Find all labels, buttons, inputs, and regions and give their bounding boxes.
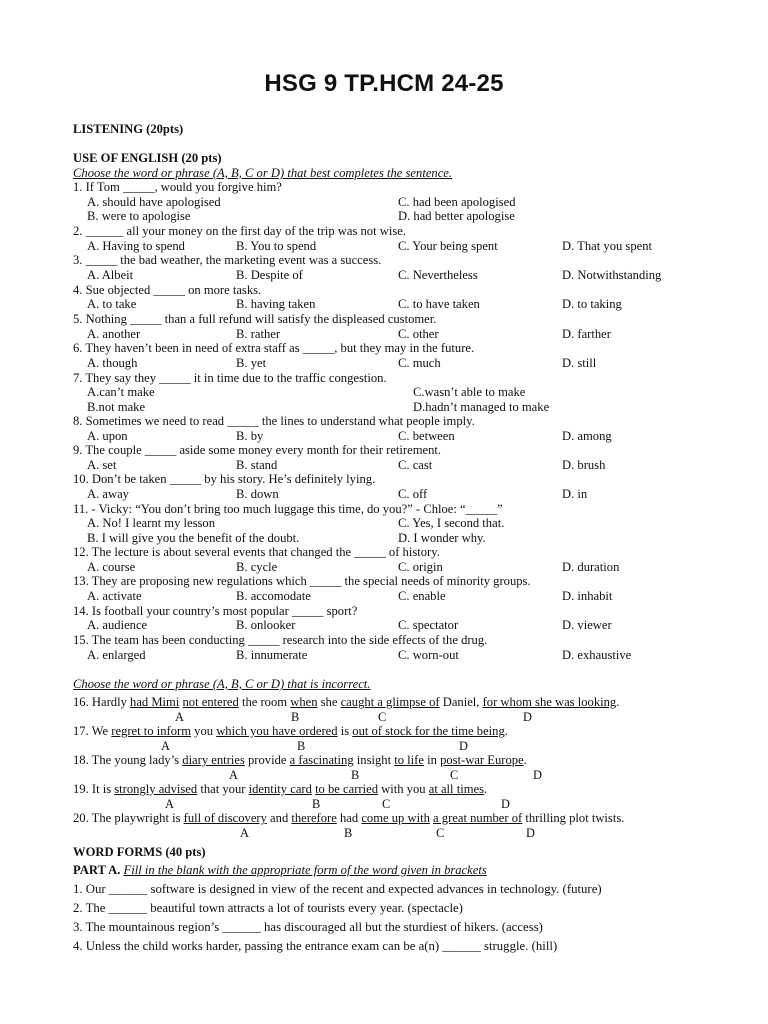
- letter-b: B: [312, 797, 321, 811]
- q13-option-d: D. inhabit: [562, 589, 613, 603]
- error-part-e: for whom she was looking: [482, 695, 617, 709]
- question-stem-5: 5. Nothing _____ than a full refund will satisfy the displeased customer.: [73, 312, 437, 326]
- q13-option-b: B. accomodate: [236, 589, 311, 603]
- q14-option-a: A. audience: [87, 618, 148, 632]
- word-form-item-2: 2. The ______ beautiful town attracts a lot of tourists every year. (spectacle): [73, 901, 463, 915]
- letter-b: B: [351, 768, 360, 782]
- q3-option-d: D. Notwithstanding: [562, 268, 662, 282]
- error-part-a: regret to inform: [111, 724, 192, 738]
- q6-option-b: B. yet: [236, 356, 267, 370]
- q14-option-d: D. viewer: [562, 618, 612, 632]
- q9-option-c: C. cast: [398, 458, 433, 472]
- error-sentence-18: 18. The young lady’s diary entries provide a fascinating insight to life in post-war Europe.: [73, 753, 527, 767]
- error-part-b: which you have ordered: [216, 724, 338, 738]
- letter-d: D: [526, 826, 535, 840]
- question-stem-8: 8. Sometimes we need to read _____ the lines to understand what people imply.: [73, 414, 475, 428]
- q11-option-d: D. I wonder why.: [398, 531, 486, 545]
- q4-option-d: D. to taking: [562, 297, 622, 311]
- word-forms-heading: WORD FORMS (40 pts): [73, 845, 206, 859]
- q5-option-a: A. another: [87, 327, 141, 341]
- error-part-c: to life: [394, 753, 424, 767]
- question-stem-14: 14. Is football your country’s most popular _____ sport?: [73, 604, 358, 618]
- letter-a: A: [161, 739, 170, 753]
- q12-option-c: C. origin: [398, 560, 443, 574]
- page-title: HSG 9 TP.HCM 24-25: [264, 70, 504, 97]
- q7-option-d: D.hadn’t managed to make: [413, 400, 550, 414]
- part-a-instruction: Fill in the blank with the appropriate form of the word given in brackets: [123, 863, 487, 877]
- question-stem-1: 1. If Tom _____, would you forgive him?: [73, 180, 282, 194]
- q8-option-c: C. between: [398, 429, 455, 443]
- q10-option-b: B. down: [236, 487, 279, 501]
- q8-option-d: D. among: [562, 429, 612, 443]
- question-stem-15: 15. The team has been conducting _____ research into the side effects of the drug.: [73, 633, 488, 647]
- q9-option-d: D. brush: [562, 458, 606, 472]
- letter-a: A: [240, 826, 249, 840]
- mcq-instruction: Choose the word or phrase (A, B, C or D) that best completes the sentence.: [73, 166, 453, 180]
- q9-option-a: A. set: [87, 458, 117, 472]
- error-part-b: not entered: [182, 695, 239, 709]
- q6-option-c: C. much: [398, 356, 441, 370]
- letter-c: C: [450, 768, 459, 782]
- q13-option-a: A. activate: [87, 589, 142, 603]
- letter-c: C: [436, 826, 445, 840]
- q14-option-b: B. onlooker: [236, 618, 296, 632]
- q12-option-d: D. duration: [562, 560, 620, 574]
- error-sentence-20: 20. The playwright is full of discovery and therefore had come up with a great number of thrilling plot twists.: [73, 811, 625, 825]
- error-part-d: caught a glimpse of: [340, 695, 440, 709]
- question-stem-10: 10. Don’t be taken _____ by his story. He’s definitely lying.: [73, 472, 376, 486]
- q12-option-b: B. cycle: [236, 560, 278, 574]
- q1-option-d: D. had better apologise: [398, 209, 515, 223]
- word-form-item-3: 3. The mountainous region’s ______ has discouraged all but the sturdiest of hikers. (access): [73, 920, 543, 934]
- question-stem-13: 13. They are proposing new regulations which _____ the special needs of minority groups.: [73, 574, 531, 588]
- letter-d: D: [523, 710, 532, 724]
- q2-option-d: D. That you spent: [562, 239, 653, 253]
- q9-option-b: B. stand: [236, 458, 278, 472]
- error-part-d: out of stock for the time being: [352, 724, 505, 738]
- question-stem-3: 3. _____ the bad weather, the marketing event was a success.: [73, 253, 382, 267]
- q15-option-b: B. innumerate: [236, 648, 308, 662]
- error-id-instruction: Choose the word or phrase (A, B, C or D) that is incorrect.: [73, 677, 371, 691]
- q1-option-a: A. should have apologised: [87, 195, 221, 209]
- letter-c: C: [378, 710, 387, 724]
- error-part-a: full of discovery: [183, 811, 267, 825]
- error-part-d: post-war Europe: [440, 753, 524, 767]
- q7-option-b: B.not make: [87, 400, 146, 414]
- q1-option-c: C. had been apologised: [398, 195, 516, 209]
- question-stem-4: 4. Sue objected _____ on more tasks.: [73, 283, 262, 297]
- word-form-item-1: 1. Our ______ software is designed in view of the recent and expected advances in technology. (future): [73, 882, 602, 896]
- letter-b: B: [344, 826, 353, 840]
- letter-b: B: [291, 710, 300, 724]
- error-part-c: when: [290, 695, 318, 709]
- letter-b: B: [297, 739, 306, 753]
- q8-option-b: B. by: [236, 429, 264, 443]
- q5-option-d: D. farther: [562, 327, 611, 341]
- error-part-b: therefore: [291, 811, 337, 825]
- use-of-english-heading: USE OF ENGLISH (20 pts): [73, 151, 222, 165]
- q8-option-a: A. upon: [87, 429, 128, 443]
- question-stem-9: 9. The couple _____ aside some money every month for their retirement.: [73, 443, 442, 457]
- error-sentence-19: 19. It is strongly advised that your identity card to be carried with you at all times.: [73, 782, 488, 796]
- q11-option-b: B. I will give you the benefit of the doubt.: [87, 531, 300, 545]
- q12-option-a: A. course: [87, 560, 136, 574]
- q13-option-c: C. enable: [398, 589, 446, 603]
- letter-c: C: [382, 797, 391, 811]
- q5-option-c: C. other: [398, 327, 439, 341]
- letter-d: D: [533, 768, 542, 782]
- letter-a: A: [165, 797, 174, 811]
- q15-option-a: A. enlarged: [87, 648, 146, 662]
- q5-option-b: B. rather: [236, 327, 281, 341]
- q4-option-c: C. to have taken: [398, 297, 480, 311]
- letter-d: D: [459, 739, 468, 753]
- question-stem-12: 12. The lecture is about several events that changed the _____ of history.: [73, 545, 440, 559]
- q4-option-b: B. having taken: [236, 297, 316, 311]
- error-part-c: come up with: [361, 811, 430, 825]
- q3-option-a: A. Albeit: [87, 268, 134, 282]
- error-part-b: identity card: [248, 782, 312, 796]
- letter-a: A: [175, 710, 184, 724]
- q15-option-d: D. exhaustive: [562, 648, 632, 662]
- q6-option-d: D. still: [562, 356, 597, 370]
- q11-option-a: A. No! I learnt my lesson: [87, 516, 216, 530]
- error-part-d: a great number of: [433, 811, 523, 825]
- q7-option-c: C.wasn’t able to make: [413, 385, 526, 399]
- error-part-a: had Mimi: [130, 695, 180, 709]
- question-stem-2: 2. ______ all your money on the first day of the trip was not wise.: [73, 224, 406, 238]
- q3-option-b: B. Despite of: [236, 268, 303, 282]
- q15-option-c: C. worn-out: [398, 648, 459, 662]
- q10-option-a: A. away: [87, 487, 129, 501]
- q6-option-a: A. though: [87, 356, 138, 370]
- q10-option-d: D. in: [562, 487, 588, 501]
- error-sentence-17: 17. We regret to inform you which you have ordered is out of stock for the time being.: [73, 724, 508, 738]
- q7-option-a: A.can’t make: [87, 385, 155, 399]
- q3-option-c: C. Nevertheless: [398, 268, 478, 282]
- error-part-d: at all times: [428, 782, 484, 796]
- error-sentence-16: 16. Hardly had Mimi not entered the room when she caught a glimpse of Daniel, for whom she was looking.: [73, 695, 620, 709]
- error-part-a: diary entries: [182, 753, 245, 767]
- q4-option-a: A. to take: [87, 297, 137, 311]
- question-stem-7: 7. They say they _____ it in time due to the traffic congestion.: [73, 371, 387, 385]
- q14-option-c: C. spectator: [398, 618, 459, 632]
- letter-a: A: [229, 768, 238, 782]
- q2-option-a: A. Having to spend: [87, 239, 185, 253]
- question-stem-11: 11. - Vicky: “You don’t bring too much luggage this time, do you?” - Chloe: “_____”: [73, 502, 503, 516]
- q11-option-c: C. Yes, I second that.: [398, 516, 505, 530]
- error-part-a: strongly advised: [114, 782, 198, 796]
- q2-option-b: B. You to spend: [236, 239, 317, 253]
- error-part-b: a fascinating: [289, 753, 354, 767]
- word-form-item-4: 4. Unless the child works harder, passing the entrance exam can be a(n) ______ struggle. (hill): [73, 939, 558, 953]
- question-stem-6: 6. They haven’t been in need of extra staff as _____, but they may in the future.: [73, 341, 475, 355]
- part-a-line: [73, 863, 487, 878]
- q10-option-c: C. off: [398, 487, 428, 501]
- letter-d: D: [501, 797, 510, 811]
- part-a-label: PART A.: [73, 863, 121, 877]
- error-part-c: to be carried: [315, 782, 378, 796]
- q1-option-b: B. were to apologise: [87, 209, 191, 223]
- listening-heading: LISTENING (20pts): [73, 122, 184, 136]
- q2-option-c: C. Your being spent: [398, 239, 498, 253]
